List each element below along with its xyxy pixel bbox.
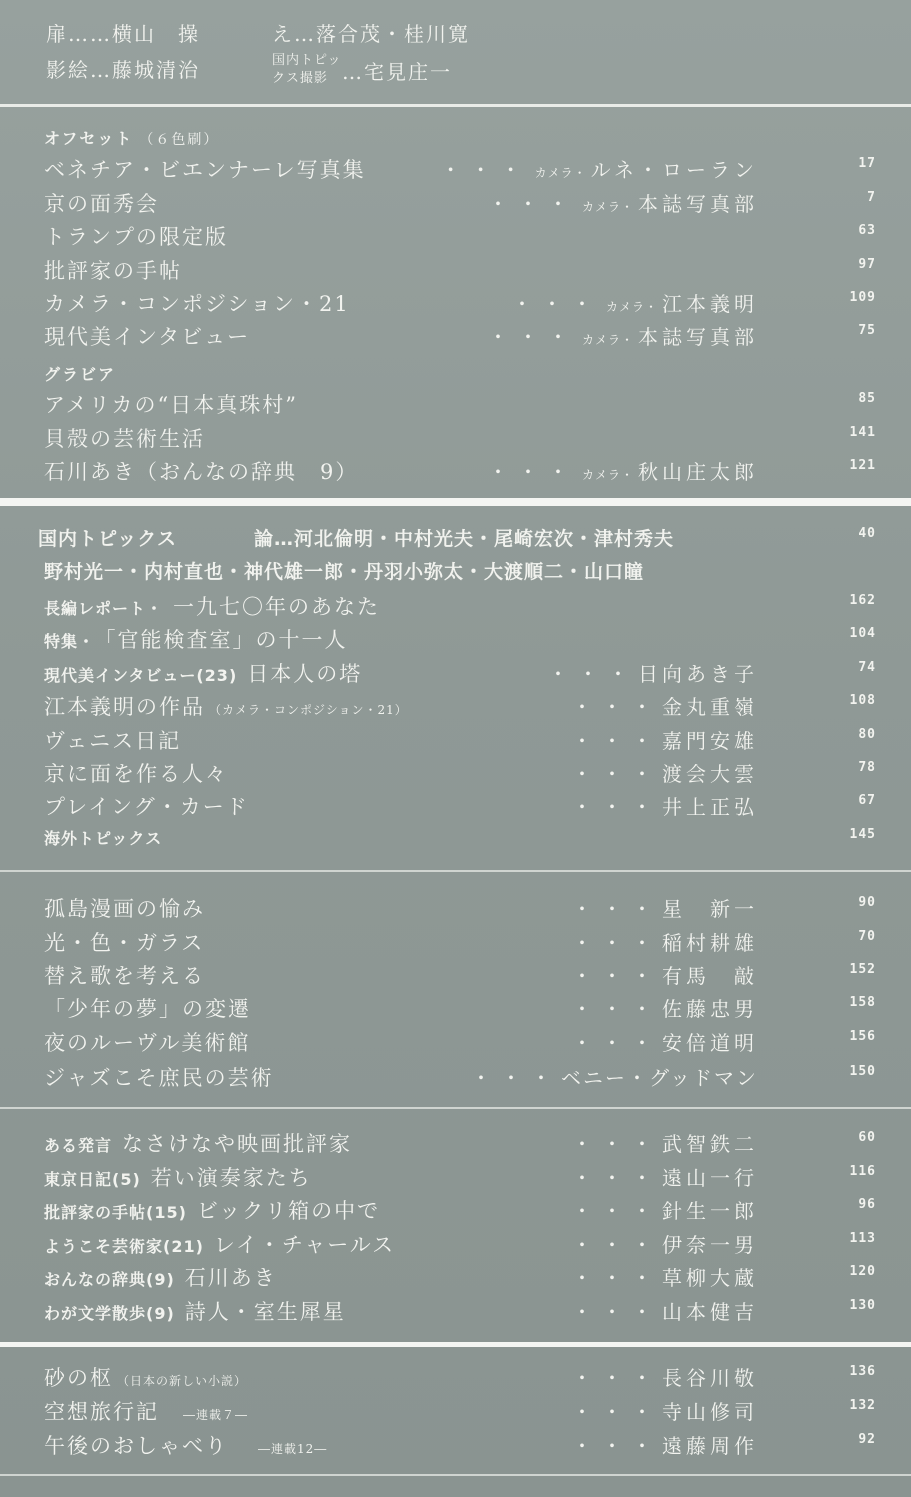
list-item: 砂の枢 （日本の新しい小説） ・・・長谷川敬 136 [44, 1364, 876, 1390]
list-item: 光・色・ガラス ・・・稲村耕雄 70 [44, 929, 876, 955]
list-item: ジャズこそ庶民の芸術 ・・・ベニー・グッドマン 150 [44, 1064, 876, 1090]
list-item: 特集・ 「官能検査室」の十一人 104 [44, 626, 876, 652]
list-item: 現代美インタビュー ・・・ カメラ・ 本誌写真部 75 [44, 323, 876, 349]
list-item: トランプの限定版 63 [44, 223, 876, 249]
credit-photography: …宅見庄一 [342, 60, 452, 84]
divider [0, 498, 911, 506]
divider [0, 870, 911, 872]
list-item: 批評家の手帖(15) ビックリ箱の中で ・・・針生一郎 96 [44, 1197, 876, 1223]
list-item: ある発言 なさけなや映画批評家 ・・・武智鉄二 60 [44, 1130, 876, 1156]
list-item: ベネチア・ビエンナーレ写真集 ・・・ カメラ・ ルネ・ローラン 17 [44, 156, 876, 182]
divider [0, 1474, 911, 1476]
section-heading-topics: 国内トピックス [38, 528, 178, 550]
divider [0, 1107, 911, 1109]
list-item: プレイング・カード ・・・井上正弘 67 [44, 793, 876, 819]
credit-cover: 扉……横山 操 [46, 22, 200, 46]
list-item: おんなの辞典(9) 石川あき ・・・草柳大蔵 120 [44, 1264, 876, 1290]
list-item: 批評家の手帖 97 [44, 257, 876, 283]
list-item: 午後のおしゃべり ―連載12― ・・・遠藤周作 92 [44, 1432, 876, 1458]
list-item: 「少年の夢」の変遷 ・・・佐藤忠男 158 [44, 995, 876, 1021]
topics-names-row: 野村光一・内村直也・神代雄一郎・丹羽小弥太・大渡順二・山口瞳 [44, 561, 645, 583]
list-item: わが文学散歩(9) 詩人・室生犀星 ・・・山本健吉 130 [44, 1298, 876, 1324]
list-item: 長編レポート・ 一九七〇年のあなた 162 [44, 593, 876, 619]
divider [0, 104, 911, 107]
list-item: 孤島漫画の愉み ・・・星 新一 90 [44, 895, 876, 921]
divider [0, 1342, 911, 1347]
list-item: ようこそ芸術家(21) レイ・チャールス ・・・伊奈一男 113 [44, 1231, 876, 1257]
list-item: 石川あき（おんなの辞典 9） ・・・ カメラ・ 秋山庄太郎 121 [44, 458, 876, 484]
list-item: 夜のルーヴル美術館 ・・・安倍道明 156 [44, 1029, 876, 1055]
topics-ron-line: 論…河北倫明・中村光夫・尾崎宏次・津村秀夫 [254, 528, 675, 550]
list-item: 京の面秀会 ・・・ カメラ・ 本誌写真部 7 [44, 190, 876, 216]
list-item: カメラ・コンポジション・21 ・・・ カメラ・ 江本義明 109 [44, 290, 876, 316]
list-item: 現代美インタビュー(23) 日本人の塔 ・・・日向あき子 74 [44, 660, 876, 686]
credit-topics-label-bottom: クス撮影 [272, 71, 328, 86]
section-heading-offset: オフセット （６色刷） [44, 129, 220, 148]
list-item: 東京日記(5) 若い演奏家たち ・・・遠山一行 116 [44, 1164, 876, 1190]
list-item: ヴェニス日記 ・・・嘉門安雄 80 [44, 727, 876, 753]
list-item: 海外トピックス 145 [44, 827, 876, 848]
list-item: 替え歌を考える ・・・有馬 敲 152 [44, 962, 876, 988]
list-item: 京に面を作る人々 ・・・渡会大雲 78 [44, 760, 876, 786]
list-item: アメリカの“日本真珠村” 85 [44, 391, 876, 417]
list-item: 江本義明の作品 （カメラ・コンポジション・21） ・・・金丸重嶺 108 [44, 693, 876, 719]
topics-header-row: 国内トピックス 論…河北倫明・中村光夫・尾崎宏次・津村秀夫 40 [38, 526, 876, 550]
list-item: 空想旅行記 ―連載７― ・・・寺山修司 132 [44, 1398, 876, 1424]
credits-block [46, 18, 866, 98]
section-heading-gravure: グラビア [44, 365, 117, 384]
credit-illustration: え…落合茂・桂川寛 [272, 22, 470, 46]
credit-shadow-picture: 影絵…藤城清治 [46, 58, 200, 82]
list-item: 貝殻の芸術生活 141 [44, 425, 876, 451]
credit-topics-label-top: 国内トピッ [272, 53, 342, 68]
